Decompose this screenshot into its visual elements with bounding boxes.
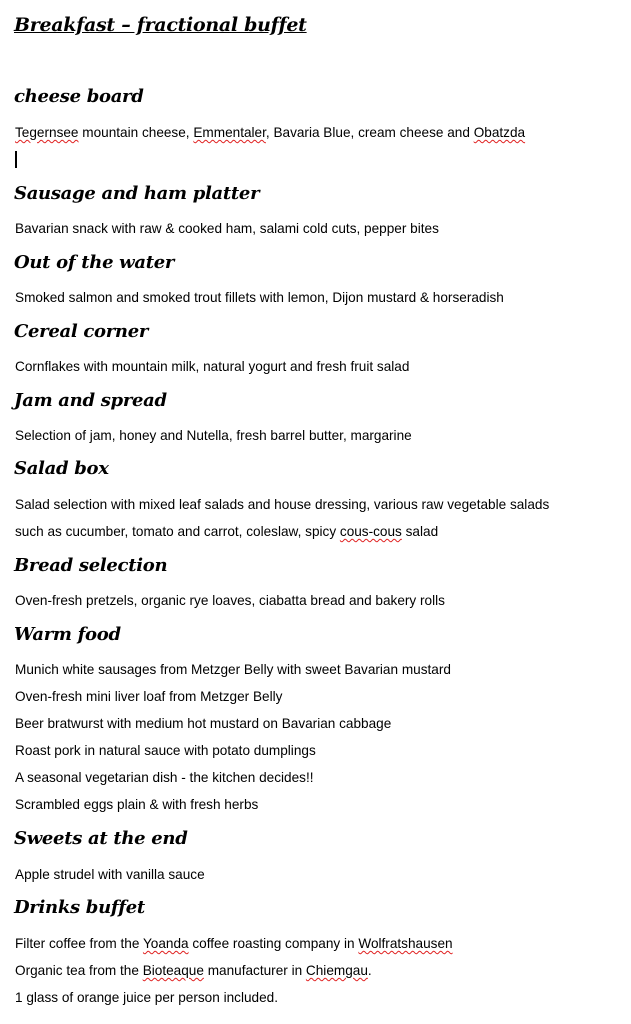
text-span: mountain cheese, [78,125,194,140]
spellcheck-word[interactable]: Chiemgau [305,963,368,978]
text-line [15,963,372,978]
text-line: Cornflakes with mountain milk, natural yogurt and fresh fruit salad [15,359,410,374]
text-line [15,524,438,539]
text-line: Salad selection with mixed leaf salads and house dressing, various raw vegetable salads [15,497,550,512]
text-span: , Bavaria Blue, cream cheese and [265,125,474,140]
spellcheck-word[interactable]: Obatzda [473,125,526,140]
text-span: Organic tea from the [15,963,143,978]
text-line: Oven-fresh mini liver loaf from Metzger Belly [15,689,283,704]
text-span: coffee roasting company in [188,936,359,951]
spellcheck-word[interactable]: Wolfratshausen [358,936,453,951]
text-cursor [15,151,17,168]
heading-jam-spread: Jam and spread [14,390,167,411]
spellcheck-word[interactable]: Yoanda [142,936,189,951]
heading-bread-selection: Bread selection [14,555,168,576]
heading-drinks-buffet: Drinks buffet [14,897,145,918]
heading-cereal-corner: Cereal corner [14,321,149,342]
text-line: A seasonal vegetarian dish - the kitchen decides!! [15,770,314,785]
text-line: Scrambled eggs plain & with fresh herbs [15,797,259,812]
spellcheck-word[interactable]: Emmentaler [193,125,266,140]
text-line: Smoked salmon and smoked trout fillets with lemon, Dijon mustard & horseradish [15,290,504,305]
heading-out-of-water: Out of the water [14,252,175,273]
spellcheck-word[interactable]: cous-cous [339,524,402,539]
text-line: 1 glass of orange juice per person included. [15,990,278,1005]
text-span: salad [401,524,439,539]
heading-sausage-platter: Sausage and ham platter [14,183,260,204]
text-line: Selection of jam, honey and Nutella, fresh barrel butter, margarine [15,428,412,443]
text-span: . [367,963,372,978]
spellcheck-word[interactable]: Bioteaque [142,963,204,978]
text-line: Roast pork in natural sauce with potato dumplings [15,743,316,758]
text-line-cheese [15,125,525,140]
text-line: Bavarian snack with raw & cooked ham, salami cold cuts, pepper bites [15,221,439,236]
text-line: Oven-fresh pretzels, organic rye loaves, ciabatta bread and bakery rolls [15,593,445,608]
heading-cheese-board: cheese board [14,86,144,107]
spellcheck-word[interactable]: Tegernsee [15,125,79,140]
document-title: Breakfast – fractional buffet [14,14,307,36]
heading-sweets: Sweets at the end [14,828,188,849]
text-span: such as cucumber, tomato and carrot, coleslaw, spicy [15,524,340,539]
text-line: Beer bratwurst with medium hot mustard on Bavarian cabbage [15,716,392,731]
text-line: Apple strudel with vanilla sauce [15,867,205,882]
heading-warm-food: Warm food [14,624,121,645]
text-line: Munich white sausages from Metzger Belly with sweet Bavarian mustard [15,662,451,677]
text-span: Filter coffee from the [15,936,143,951]
text-span: manufacturer in [203,963,306,978]
text-line [15,936,453,951]
heading-salad-box: Salad box [14,458,109,479]
